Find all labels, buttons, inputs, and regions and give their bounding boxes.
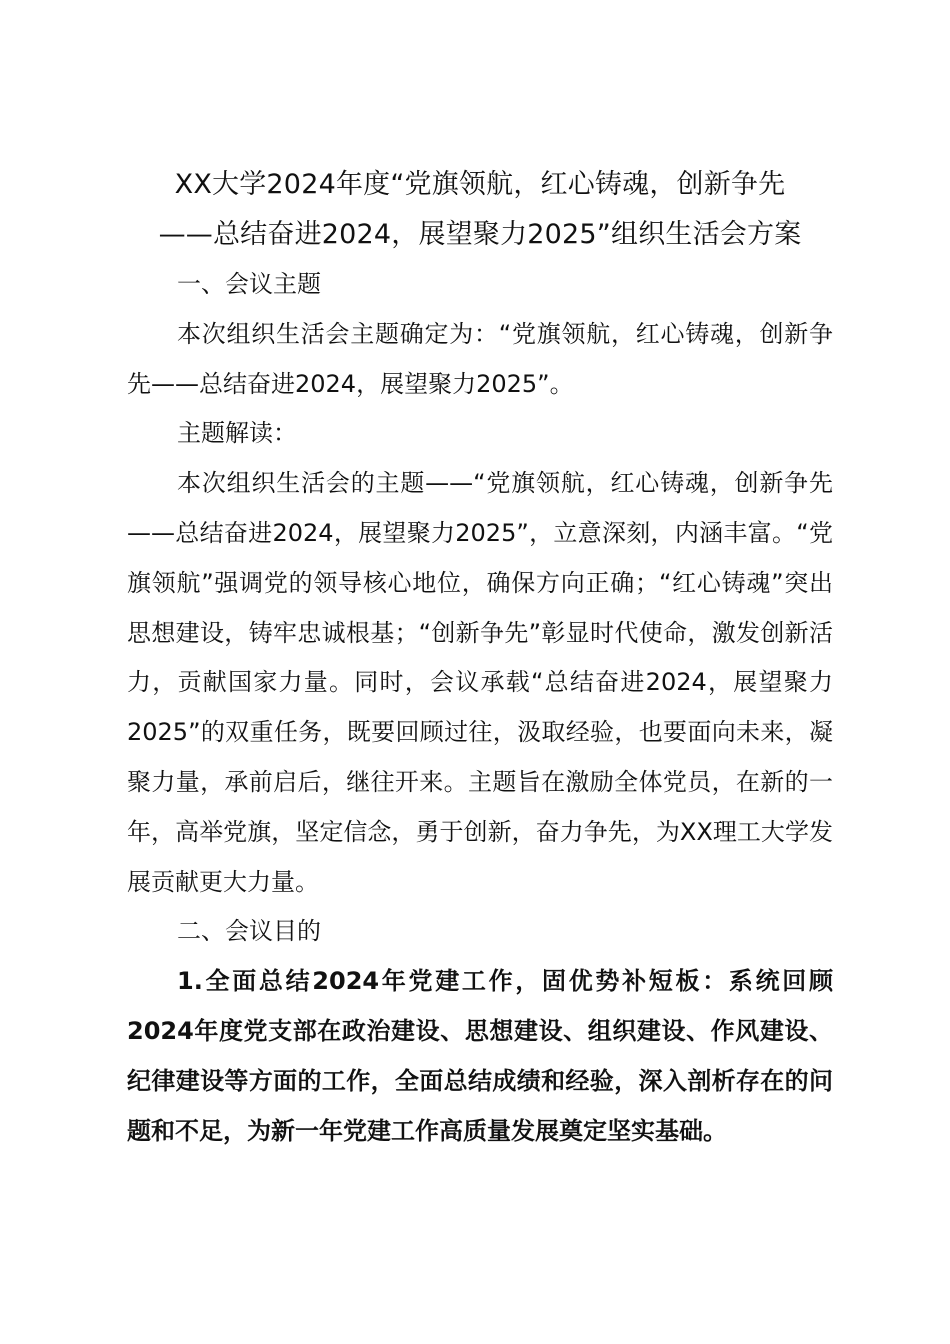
document-title (117, 160, 843, 260)
section-heading-purpose: 二、会议目的 (177, 917, 321, 946)
theme-interpretation-heading: 主题解读： (177, 419, 297, 448)
document-page (127, 160, 833, 1156)
theme-paragraph: 本次组织生活会主题确定为：“党旗领航，红心铸魂，创新争先——总结奋进2024，展望聚力2025”。 (127, 319, 833, 398)
purpose-paragraph-1: 1.全面总结2024年党建工作，固优势补短板：系统回顾2024年度党支部在政治建设、思想建设、组织建设、作风建设、纪律建设等方面的工作，全面总结成绩和经验，深入剖析存在的问题和不足，为新一年党建工作高质量发展奠定坚实基础。 (127, 967, 833, 1145)
theme-interpretation-paragraph: 本次组织生活会的主题——“党旗领航，红心铸魂，创新争先——总结奋进2024，展望聚力2025”，立意深刻，内涵丰富。“党旗领航”强调党的领导核心地位，确保方向正确；“红心铸魂”突出思想建设，铸牢忠诚根基；“创新争先”彰显时代使命，激发创新活力，贡献国家力量。同时，会议承载“总结奋进2024，展望聚力2025”的双重任务，既要回顾过往，汲取经验，也要面向未来，凝聚力量，承前启后，继往开来。主题旨在激励全体党员，在新的一年，高举党旗，坚定信念，勇于创新，奋力争先，为XX理工大学发展贡献更大力量。 (127, 469, 833, 896)
title-line-2: ——总结奋进2024，展望聚力2025”组织生活会方案 (158, 219, 802, 250)
title-line-1: XX大学2024年度“党旗领航，红心铸魂，创新争先 (174, 169, 786, 200)
section-heading-theme: 一、会议主题 (177, 270, 321, 298)
